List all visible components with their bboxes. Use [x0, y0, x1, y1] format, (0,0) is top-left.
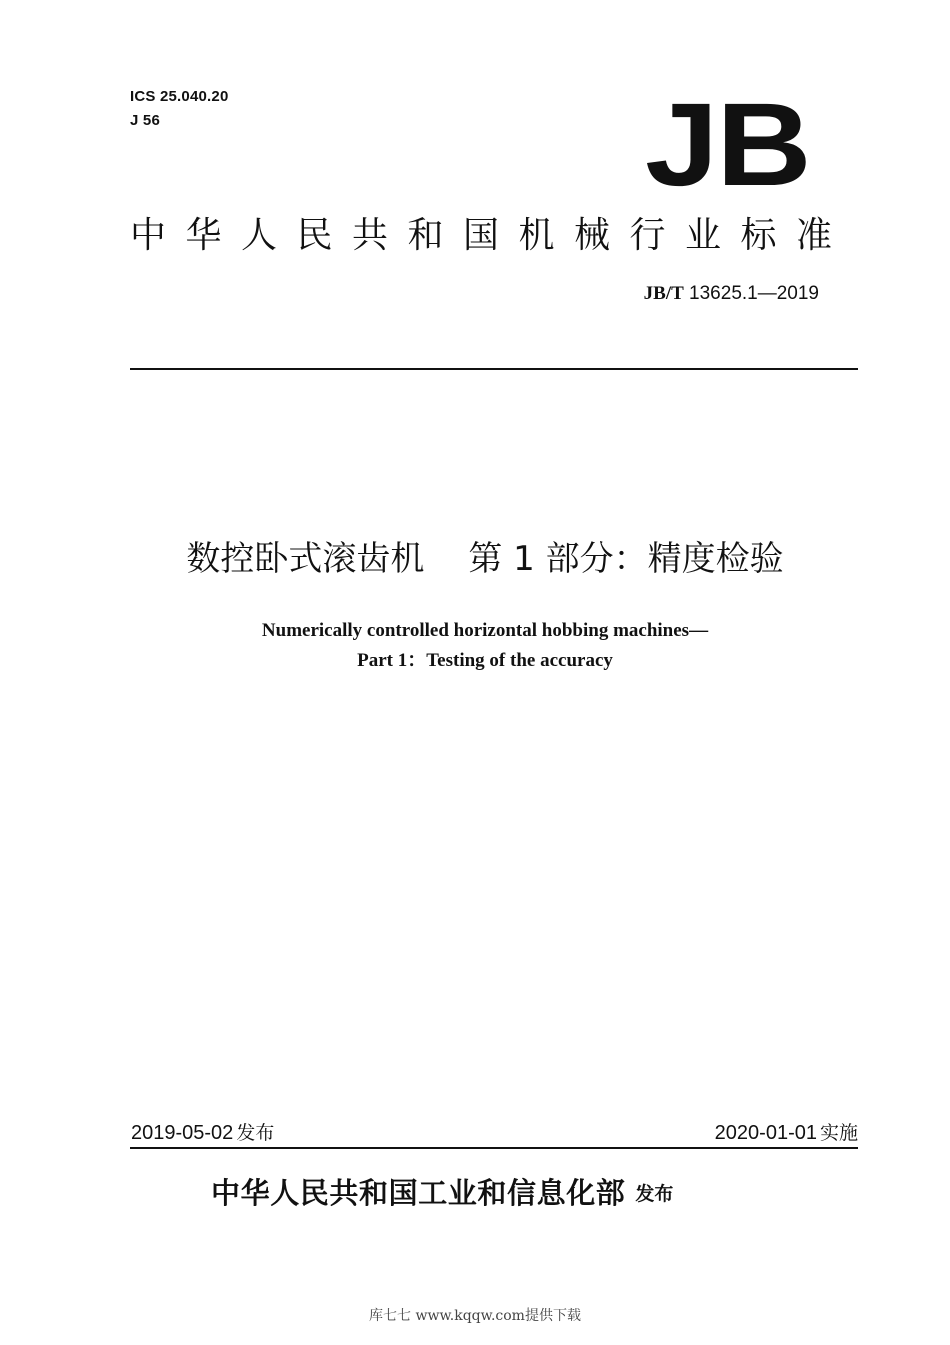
issuer [211, 1172, 673, 1214]
issue-date [131, 1120, 274, 1146]
download-source-footer: 库七七 www.kqqw.com提供下载 [369, 1308, 581, 1324]
ccs-code: J 56 [130, 112, 160, 129]
issuer-name: 中华人民共和国工业和信息化部 [211, 1176, 626, 1210]
standard-number-value: 13625.1—2019 [689, 283, 819, 304]
issuer-label: 发布 [635, 1183, 674, 1205]
standard-number-prefix: JB/T [643, 283, 684, 304]
issue-date-label: 发布 [236, 1122, 275, 1144]
document-title-en-line2: Part 1：Testing of the accuracy [357, 650, 613, 671]
implementation-date-value: 2020-01-01 [714, 1122, 817, 1144]
footer-divider [130, 1147, 858, 1149]
standard-number [644, 283, 819, 305]
issue-date-value: 2019-05-02 [131, 1122, 234, 1144]
implementation-date-label: 实施 [819, 1122, 858, 1144]
header-divider [130, 368, 858, 370]
jb-logo: JB [645, 79, 810, 211]
document-title-cn-main: 数控卧式滚齿机 [186, 539, 425, 579]
document-title-en-line1: Numerically controlled horizontal hobbing machines— [261, 620, 709, 641]
standard-category-title: 中华人民共和国机械行业标准 [130, 215, 852, 256]
implementation-date [715, 1120, 858, 1146]
document-title-cn [0, 535, 950, 583]
document-title-cn-part: 第 1 部分：精度检验 [468, 539, 784, 579]
ics-code: ICS 25.040.20 [130, 88, 229, 105]
